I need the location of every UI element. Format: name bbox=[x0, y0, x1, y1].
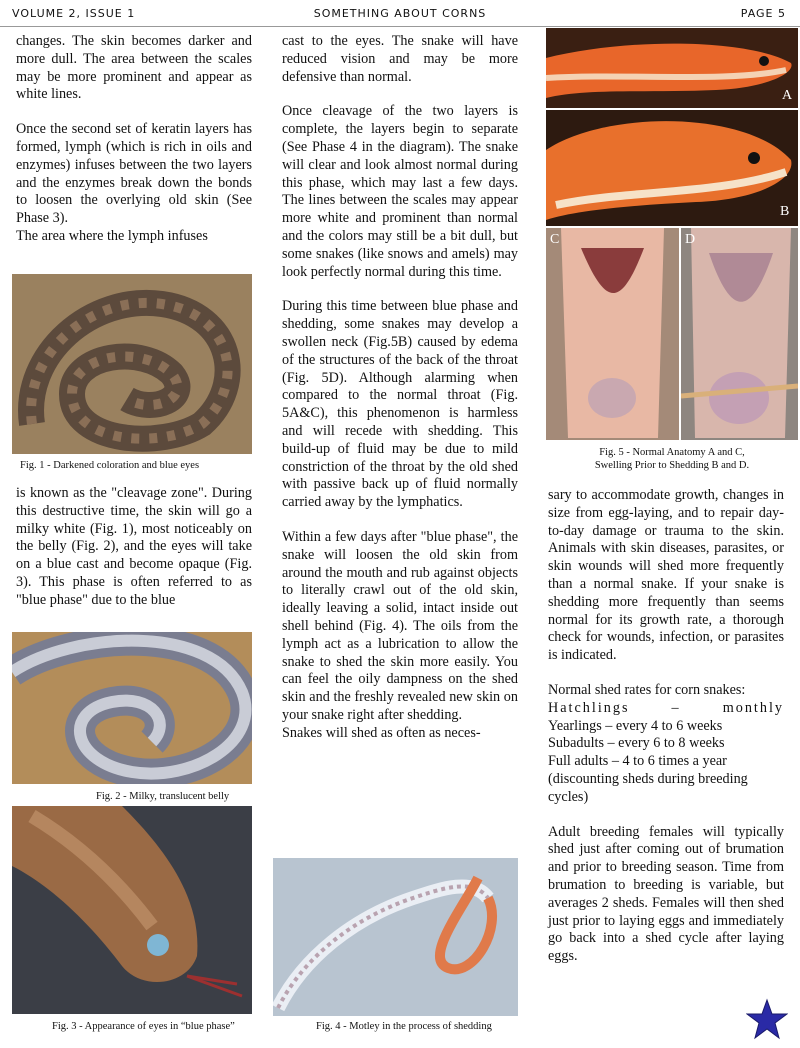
shed-rate-hatchlings: Hatchlings – monthly bbox=[548, 699, 784, 716]
paragraph: Within a few days after "blue phase", the snake will loosen the old skin from around the mouth and rub against objects to literally crawl out of the old skin, ideally leaving a solid, intact inside out shell behind (Fig. 4). The oils from the lymph act as a lubrication to allow the snake to shed the skin more easily. You can feel the oily dampness on the shed skin and the freshly revealed new skin on your snake right after shedding. bbox=[282, 528, 518, 723]
column-2 bbox=[282, 33, 518, 742]
fig5-label-d: D bbox=[685, 232, 696, 247]
column-1-middle bbox=[16, 485, 252, 610]
fig5-caption-line1: Fig. 5 - Normal Anatomy A and C, bbox=[599, 447, 745, 458]
shed-rate-subadults: Subadults – every 6 to 8 weeks bbox=[548, 735, 725, 752]
fig5-caption bbox=[546, 446, 798, 472]
column-3 bbox=[548, 487, 784, 966]
fig5-label-a: A bbox=[782, 88, 793, 103]
snake-belly-image bbox=[12, 632, 252, 784]
snake-head-swollen-image bbox=[546, 110, 798, 226]
fig4-photo bbox=[273, 858, 518, 1016]
snake-head-blue-eye-image bbox=[12, 806, 252, 1014]
fig1-photo bbox=[12, 274, 252, 454]
newsletter-title: SOMETHING ABOUT CORNS bbox=[313, 7, 487, 20]
fig5-label-c: C bbox=[550, 232, 560, 247]
snake-mouth-normal-image bbox=[546, 228, 679, 440]
fig3-photo bbox=[12, 806, 252, 1014]
fig4-caption: Fig. 4 - Motley in the process of shedding bbox=[316, 1021, 492, 1032]
paragraph: is known as the "cleavage zone". During this destructive time, the skin will go a milky white (Fig. 1), most noticeably on the belly (Fig. 2), and the eyes will take on a blue cast and become opaque (Fig. 3). This phase is often referred to as "blue phase" due to the blue bbox=[16, 485, 252, 608]
fig5c-photo bbox=[546, 228, 679, 440]
paragraph: Once the second set of keratin layers has formed, lymph (which is rich in oils and enzymes) infuses between the two layers and the enzymes break down the bonds to loosen the overlying old skin (See Phase 3). bbox=[16, 121, 252, 227]
shed-rates-title: Normal shed rates for corn snakes: bbox=[548, 681, 746, 698]
shed-rate-yearlings: Yearlings – every 4 to 6 weeks bbox=[548, 717, 723, 734]
fig3-caption: Fig. 3 - Appearance of eyes in “blue phase” bbox=[52, 1021, 235, 1032]
star-icon bbox=[746, 998, 788, 1040]
paragraph: changes. The skin becomes darker and more dull. The area between the scales may be more prominent and appear as white lines. bbox=[16, 33, 252, 103]
paragraph: Once cleavage of the two layers is complete, the layers begin to separate (See Phase 4 in the diagram). The snake will clear and look almost normal during this phase, which may last a few days. The lines between the scales may appear more white and prominent than normal and the colors may still be a bit dull, but some snakes (like snows and amels) may look perfectly normal during this time. bbox=[282, 103, 518, 280]
paragraph: During this time between blue phase and shedding, some snakes may develop a swollen neck (Fig.5B) caused by edema of the structures of the back of the throat (Fig. 5D). Although alarming when compared to the normal throat (Fig. 5A&C), this phenomenon is harmless and will recede with shedding. This build-up of fluid may be due to mild constriction of the throat by the old shed with passive back up of fluid normally carried away by the lymphatics. bbox=[282, 298, 518, 511]
snake-shedding-image bbox=[273, 858, 518, 1016]
fig2-caption: Fig. 2 - Milky, translucent belly bbox=[96, 791, 230, 802]
paragraph: cast to the eyes. The snake will have reduced vision and may be more defensive than normal. bbox=[282, 33, 518, 85]
snake-coiled-image bbox=[12, 274, 252, 454]
snake-mouth-swollen-image bbox=[681, 228, 798, 440]
fig5d-photo bbox=[681, 228, 798, 440]
shed-rate-adults: Full adults – 4 to 6 times a year (discounting sheds during breeding cycles) bbox=[548, 753, 748, 805]
fig5b-photo bbox=[546, 110, 798, 226]
fig5-caption-line2: Swelling Prior to Shedding B and D. bbox=[594, 460, 750, 471]
paragraph: The area where the lymph infuses bbox=[16, 227, 208, 244]
paragraph: Adult breeding females will typically shed just after coming out of brumation and prior to breeding season. Time from brumation to breeding is variable, but averages 2 sheds. Females will then shed just prior to laying eggs and immediately go back into a shed cycle after laying eggs. bbox=[548, 823, 784, 965]
issue-label: VOLUME 2, ISSUE 1 bbox=[12, 7, 136, 20]
paragraph: Snakes will shed as often as neces- bbox=[282, 724, 481, 741]
fig1-caption: Fig. 1 - Darkened coloration and blue eyes bbox=[20, 460, 200, 471]
page-header bbox=[0, 0, 800, 27]
snake-head-normal-image bbox=[546, 28, 798, 108]
paragraph: sary to accommodate growth, changes in size from egg-laying, and to repair day-to-day damage or trauma to the skin. Animals with skin diseases, parasites, or skin wounds will shed more frequently than a normal snake. If your snake is shedding more frequently than seems normal for its growth rate, a thorough check for wounds, infection, or parasites is indicated. bbox=[548, 487, 784, 664]
fig5-label-b: B bbox=[780, 204, 790, 219]
page-number: PAGE 5 bbox=[740, 7, 786, 20]
fig2-photo bbox=[12, 632, 252, 784]
fig5a-photo bbox=[546, 28, 798, 108]
column-1-top bbox=[16, 33, 252, 246]
